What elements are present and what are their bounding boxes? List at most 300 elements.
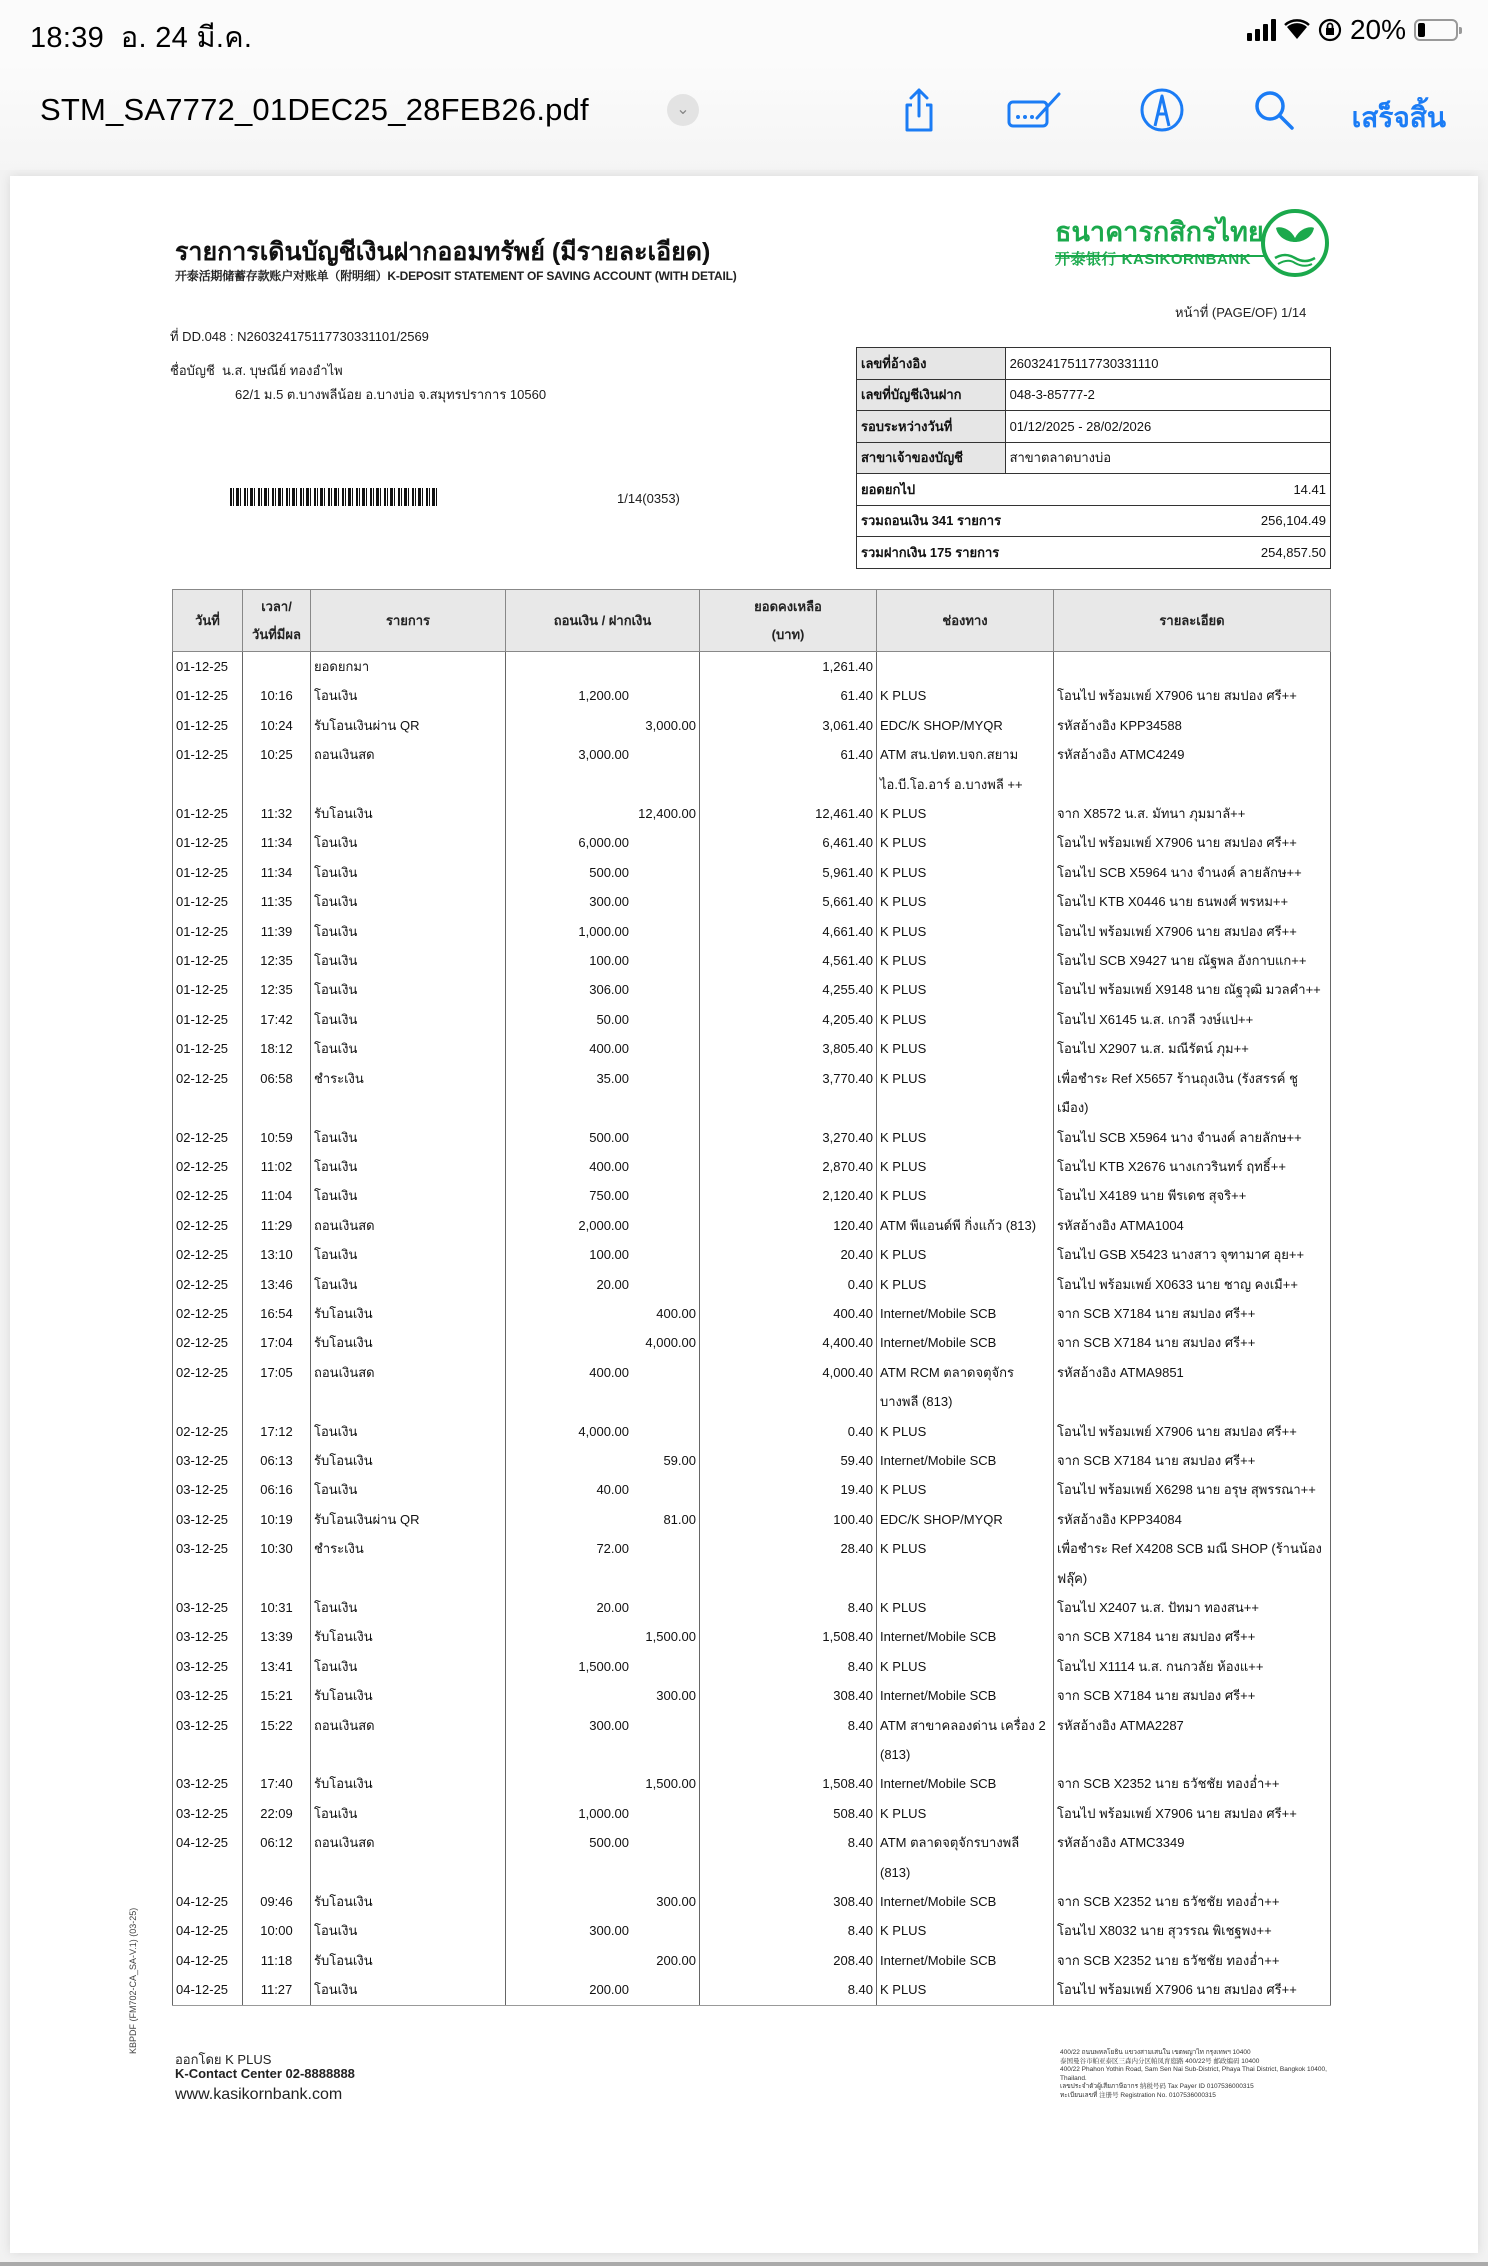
table-row [173, 1475, 1331, 1504]
rotation-lock-icon [1318, 18, 1342, 42]
col-date: วันที่ [173, 590, 243, 652]
row-amount [506, 681, 700, 710]
row-channel: ATM RCM ตลาดจตุจักร บางพลี (813) [877, 1358, 1054, 1417]
row-balance: 100.40 [700, 1505, 877, 1534]
row-time: 11:18 [243, 1946, 311, 1975]
row-description: รับโอนเงิน [311, 1446, 506, 1475]
withdraw-amount: 50.00 [596, 1011, 629, 1027]
row-channel: Internet/Mobile SCB [877, 1299, 1054, 1328]
row-channel: K PLUS [877, 975, 1054, 1004]
row-detail: โอนไป X6145 น.ส. เกวลี วงษ์แป++ [1054, 1005, 1331, 1034]
withdraw-amount: 72.00 [596, 1541, 629, 1557]
row-date: 02-12-25 [173, 1270, 243, 1299]
row-detail: โอนไป พร้อมเพย์ X7906 นาย สมปอง ศรี++ [1054, 917, 1331, 946]
row-description: โอนเงิน [311, 1799, 506, 1828]
col-balance [700, 590, 877, 652]
row-description: โอนเงิน [311, 1005, 506, 1034]
table-row [173, 1799, 1331, 1828]
row-detail: โอนไป KTB X0446 นาย ธนพงศ์ พรหม++ [1054, 887, 1331, 916]
row-description: โอนเงิน [311, 1270, 506, 1299]
row-detail: โอนไป GSB X5423 นางสาว จุฑามาศ อุย++ [1054, 1240, 1331, 1269]
row-date: 02-12-25 [173, 1299, 243, 1328]
row-channel: K PLUS [877, 1034, 1054, 1063]
row-detail: โอนไป พร้อมเพย์ X9148 นาย ณัฐวุฒิ มวลคำ++ [1054, 975, 1331, 1004]
table-row [173, 1711, 1331, 1770]
row-time: 15:21 [243, 1681, 311, 1710]
date: อ. 24 มี.ค. [120, 22, 253, 54]
chevron-down-icon[interactable]: ⌄ [667, 94, 699, 126]
row-channel: K PLUS [877, 799, 1054, 828]
row-description: โอนเงิน [311, 1652, 506, 1681]
withdraw-amount: 2,000.00 [578, 1217, 629, 1233]
row-channel: K PLUS [877, 1652, 1054, 1681]
clock: 18:39 [30, 22, 105, 54]
row-detail: โอนไป พร้อมเพย์ X7906 นาย สมปอง ศรี++ [1054, 681, 1331, 710]
withdraw-amount: 1,000.00 [578, 1805, 629, 1821]
row-time: 13:41 [243, 1652, 311, 1681]
barcode [230, 488, 440, 506]
table-row [173, 1358, 1331, 1417]
row-amount [506, 799, 700, 828]
row-amount [506, 887, 700, 916]
row-description: โอนเงิน [311, 917, 506, 946]
row-date: 04-12-25 [173, 1975, 243, 2005]
row-detail: จาก SCB X7184 นาย สมปอง ศรี++ [1054, 1622, 1331, 1651]
row-time: 11:27 [243, 1975, 311, 2005]
row-date: 01-12-25 [173, 652, 243, 682]
row-balance: 4,000.40 [700, 1358, 877, 1417]
row-balance: 3,770.40 [700, 1064, 877, 1123]
col-detail: รายละเอียด [1054, 590, 1331, 652]
row-time: 10:24 [243, 711, 311, 740]
row-date: 01-12-25 [173, 799, 243, 828]
document-reference: ที่ DD.048 : N260324175117730331101/2569 [170, 329, 429, 344]
deposit-amount: 200.00 [656, 1952, 696, 1968]
row-time: 11:02 [243, 1152, 311, 1181]
deposit-total-value: 254,857.50 [1005, 537, 1330, 569]
table-row [173, 681, 1331, 710]
row-time: 17:04 [243, 1328, 311, 1357]
address-line: เลขประจำตัวผู้เสียภาษีอากร 纳税号码 Tax Payer ID 0107536000315 [1060, 2083, 1254, 2090]
row-amount [506, 1240, 700, 1269]
account-address: 62/1 ม.5 ต.บางพลีน้อย อ.บางบ่อ จ.สมุทรปราการ 10560 [235, 387, 547, 402]
row-detail: จาก X8572 น.ส. มัทนา ภุมมาลั++ [1054, 799, 1331, 828]
row-balance: 8.40 [700, 1916, 877, 1945]
row-balance: 3,805.40 [700, 1034, 877, 1063]
row-date: 01-12-25 [173, 975, 243, 1004]
row-description: รับโอนเงิน [311, 1769, 506, 1798]
row-detail: จาก SCB X7184 นาย สมปอง ศรี++ [1054, 1299, 1331, 1328]
row-description: โอนเงิน [311, 1475, 506, 1504]
withdraw-amount: 100.00 [589, 1247, 629, 1263]
row-description: รับโอนเงิน [311, 1681, 506, 1710]
row-date: 02-12-25 [173, 1064, 243, 1123]
row-balance: 1,508.40 [700, 1769, 877, 1798]
row-detail: จาก SCB X7184 นาย สมปอง ศรี++ [1054, 1681, 1331, 1710]
table-row [173, 740, 1331, 799]
row-amount [506, 1005, 700, 1034]
table-row [173, 711, 1331, 740]
row-balance: 19.40 [700, 1475, 877, 1504]
table-row [173, 1181, 1331, 1210]
signature-markup-icon[interactable] [1005, 86, 1065, 134]
row-time: 16:54 [243, 1299, 311, 1328]
withdraw-amount: 500.00 [589, 1835, 629, 1851]
row-description: รับโอนเงินผ่าน QR [311, 711, 506, 740]
row-detail: โอนไป KTB X2676 นางเกวรินทร์ ฤทธิ์++ [1054, 1152, 1331, 1181]
row-detail: โอนไป พร้อมเพย์ X7906 นาย สมปอง ศรี++ [1054, 1417, 1331, 1446]
table-row [173, 1622, 1331, 1651]
row-channel: K PLUS [877, 946, 1054, 975]
row-channel: Internet/Mobile SCB [877, 1769, 1054, 1798]
row-date: 01-12-25 [173, 887, 243, 916]
deposit-amount: 4,000.00 [645, 1335, 696, 1351]
row-balance: 4,255.40 [700, 975, 877, 1004]
row-date: 03-12-25 [173, 1505, 243, 1534]
row-detail: รหัสอ้างอิง KPP34588 [1054, 711, 1331, 740]
withdraw-total-value: 256,104.49 [1005, 505, 1330, 537]
withdraw-amount: 500.00 [589, 1129, 629, 1145]
row-channel: K PLUS [877, 1064, 1054, 1123]
row-channel: K PLUS [877, 1417, 1054, 1446]
deposit-amount: 400.00 [656, 1305, 696, 1321]
row-channel [877, 652, 1054, 682]
row-balance: 8.40 [700, 1711, 877, 1770]
row-amount [506, 1799, 700, 1828]
summary-row [857, 442, 1331, 474]
row-balance: 2,120.40 [700, 1181, 877, 1210]
row-date: 03-12-25 [173, 1446, 243, 1475]
withdraw-amount: 100.00 [589, 953, 629, 969]
row-channel: K PLUS [877, 1475, 1054, 1504]
status-bar [0, 0, 1488, 62]
row-balance: 5,961.40 [700, 858, 877, 887]
row-time: 10:30 [243, 1534, 311, 1593]
row-description: ชำระเงิน [311, 1534, 506, 1593]
row-date: 02-12-25 [173, 1211, 243, 1240]
row-channel: ATM สน.ปตท.บจก.สยาม ไอ.บี.โอ.อาร์ อ.บางพลี ++ [877, 740, 1054, 799]
row-description: ถอนเงินสด [311, 1828, 506, 1887]
ref-label: เลขที่อ้างอิง [857, 348, 1006, 380]
table-row [173, 1652, 1331, 1681]
row-description: ยอดยกมา [311, 652, 506, 682]
summary-row [857, 474, 1331, 506]
row-time: 17:05 [243, 1358, 311, 1417]
row-time: 15:22 [243, 1711, 311, 1770]
row-amount [506, 1681, 700, 1710]
row-channel: ATM ตลาดจตุจักรบางพลี (813) [877, 1828, 1054, 1887]
row-amount [506, 1152, 700, 1181]
row-channel: K PLUS [877, 1975, 1054, 2005]
row-description: โอนเงิน [311, 975, 506, 1004]
address-line: 泰国曼谷市帕亚泰区三森内分区帕凤育庭路 400/22号 邮政编码 10400 [1060, 2057, 1260, 2065]
col-amount: ถอนเงิน / ฝากเงิน [506, 590, 700, 652]
table-row [173, 946, 1331, 975]
row-time: 11:39 [243, 917, 311, 946]
deposit-amount: 12,400.00 [638, 806, 696, 822]
withdraw-total-label: รวมถอนเงิน 341 รายการ [857, 505, 1006, 537]
withdraw-amount: 400.00 [589, 1158, 629, 1174]
row-description: โอนเงิน [311, 1123, 506, 1152]
row-amount [506, 1181, 700, 1210]
row-date: 04-12-25 [173, 1887, 243, 1916]
row-date: 02-12-25 [173, 1152, 243, 1181]
row-description: ชำระเงิน [311, 1064, 506, 1123]
row-detail: โอนไป X2907 น.ส. มณีรัตน์ ภุม++ [1054, 1034, 1331, 1063]
table-row [173, 887, 1331, 916]
wifi-icon [1284, 19, 1310, 41]
row-amount [506, 858, 700, 887]
row-date: 03-12-25 [173, 1593, 243, 1622]
row-description: โอนเงิน [311, 1152, 506, 1181]
bank-name-thai: ธนาคารกสิกรไทย [1055, 210, 1264, 257]
row-date: 04-12-25 [173, 1828, 243, 1887]
row-amount [506, 975, 700, 1004]
table-row [173, 917, 1331, 946]
withdraw-amount: 4,000.00 [578, 1423, 629, 1439]
row-date: 03-12-25 [173, 1534, 243, 1593]
col-balance-line1: ยอดคงเหลือ [754, 598, 822, 614]
row-description: รับโอนเงิน [311, 799, 506, 828]
row-balance: 208.40 [700, 1946, 877, 1975]
withdraw-amount: 1,200.00 [578, 688, 629, 704]
table-row [173, 1975, 1331, 2005]
row-channel: Internet/Mobile SCB [877, 1681, 1054, 1710]
branch-label: สาขาเจ้าของบัญชี [857, 442, 1006, 474]
table-row [173, 1123, 1331, 1152]
row-detail: โอนไป X1114 น.ส. กนกวลัย ห้องแ++ [1054, 1652, 1331, 1681]
row-channel: K PLUS [877, 1270, 1054, 1299]
row-date: 01-12-25 [173, 1005, 243, 1034]
row-channel: ATM สาขาคลองด่าน เครื่อง 2 (813) [877, 1711, 1054, 1770]
pdf-viewer-toolbar [0, 62, 1488, 170]
row-detail: รหัสอ้างอิง ATMC4249 [1054, 740, 1331, 799]
row-time: 06:16 [243, 1475, 311, 1504]
row-detail: โอนไป SCB X5964 นาง จำนงค์ ลายลักษ++ [1054, 1123, 1331, 1152]
row-channel: K PLUS [877, 1799, 1054, 1828]
search-icon[interactable] [1250, 86, 1298, 134]
row-detail: จาก SCB X2352 นาย ธวัชชัย ทองอ่ำ++ [1054, 1946, 1331, 1975]
row-amount [506, 1417, 700, 1446]
row-amount [506, 740, 700, 799]
row-amount [506, 828, 700, 857]
row-amount [506, 1299, 700, 1328]
withdraw-amount: 20.00 [596, 1600, 629, 1615]
row-date: 04-12-25 [173, 1916, 243, 1945]
row-channel: K PLUS [877, 1240, 1054, 1269]
row-amount [506, 1034, 700, 1063]
row-description: โอนเงิน [311, 1916, 506, 1945]
row-amount [506, 1211, 700, 1240]
table-row [173, 1417, 1331, 1446]
ref-value: 260324175117730331110 [1005, 348, 1330, 380]
row-balance: 59.40 [700, 1446, 877, 1475]
deposit-amount: 1,500.00 [645, 1629, 696, 1645]
row-detail: โอนไป พร้อมเพย์ X7906 นาย สมปอง ศรี++ [1054, 1799, 1331, 1828]
row-date: 01-12-25 [173, 1034, 243, 1063]
row-channel: Internet/Mobile SCB [877, 1446, 1054, 1475]
summary-row [857, 411, 1331, 443]
barcode-number: 1/14(0353) [617, 491, 680, 506]
withdraw-amount: 6,000.00 [578, 835, 629, 851]
row-balance: 400.40 [700, 1299, 877, 1328]
row-amount [506, 1975, 700, 2005]
row-description: รับโอนเงินผ่าน QR [311, 1505, 506, 1534]
pdf-page [10, 176, 1478, 2253]
account-name-label: ชื่อบัญชี [170, 363, 215, 378]
row-time: 11:32 [243, 799, 311, 828]
summary-row [857, 348, 1331, 380]
row-amount [506, 1475, 700, 1504]
row-time [243, 652, 311, 682]
done-button[interactable]: เสร็จสิ้น [1351, 102, 1446, 133]
row-time: 11:35 [243, 887, 311, 916]
row-channel: EDC/K SHOP/MYQR [877, 1505, 1054, 1534]
row-description: รับโอนเงิน [311, 1328, 506, 1357]
withdraw-amount: 300.00 [589, 1717, 629, 1733]
address-line: 400/22 ถนนพหลโยธิน แขวงสามเสนใน เขตพญาไท กรุงเทพฯ 10400 [1060, 2049, 1251, 2056]
row-channel: K PLUS [877, 1593, 1054, 1622]
pen-markup-icon[interactable] [1138, 86, 1186, 134]
row-detail: รหัสอ้างอิง ATMC3349 [1054, 1828, 1331, 1887]
share-icon[interactable] [895, 86, 943, 134]
table-row [173, 1916, 1331, 1945]
withdraw-amount: 750.00 [589, 1188, 629, 1204]
row-detail: โอนไป พร้อมเพย์ X7906 นาย สมปอง ศรี++ [1054, 1975, 1331, 2005]
row-channel: K PLUS [877, 887, 1054, 916]
row-channel: K PLUS [877, 1916, 1054, 1945]
table-row [173, 1064, 1331, 1123]
transaction-rows [173, 652, 1331, 2006]
row-description: โอนเงิน [311, 1181, 506, 1210]
withdraw-amount: 1,000.00 [578, 923, 629, 939]
status-time [30, 14, 252, 60]
row-time: 10:59 [243, 1123, 311, 1152]
carry-value: 14.41 [1005, 474, 1330, 506]
row-amount [506, 1358, 700, 1417]
row-balance: 4,400.40 [700, 1328, 877, 1357]
row-time: 10:31 [243, 1593, 311, 1622]
row-date: 01-12-25 [173, 917, 243, 946]
withdraw-amount: 500.00 [589, 864, 629, 880]
row-detail: เพื่อชำระ Ref X4208 SCB มณี SHOP (ร้านน้องฟลุ๊ค) [1054, 1534, 1331, 1593]
row-amount [506, 1505, 700, 1534]
row-balance: 308.40 [700, 1681, 877, 1710]
account-holder [170, 360, 343, 381]
row-detail: รหัสอ้างอิง ATMA9851 [1054, 1358, 1331, 1417]
row-description: ถอนเงินสด [311, 1211, 506, 1240]
row-date: 02-12-25 [173, 1328, 243, 1357]
row-amount [506, 1711, 700, 1770]
bottom-edge [0, 2262, 1488, 2266]
deposit-amount: 59.00 [663, 1452, 696, 1468]
statement-title: รายการเดินบัญชีเงินฝากออมทรัพย์ (มีรายละเอียด) [175, 238, 711, 266]
row-detail: โอนไป X4189 นาย พีรเดช สุจริ++ [1054, 1181, 1331, 1210]
address-line: ทะเบียนเลขที่ 注册号 Registration No. 0107536000315 [1060, 2091, 1216, 2099]
row-channel: ATM พีแอนด์พี กิ่งแก้ว (813) [877, 1211, 1054, 1240]
row-date: 02-12-25 [173, 1123, 243, 1152]
row-date: 01-12-25 [173, 711, 243, 740]
contact-center: K-Contact Center 02-8888888 [175, 2066, 355, 2081]
table-row [173, 1005, 1331, 1034]
table-row [173, 828, 1331, 857]
row-detail [1054, 652, 1331, 682]
row-detail: โอนไป SCB X5964 นาง จำนงค์ ลายลักษ++ [1054, 858, 1331, 887]
row-date: 03-12-25 [173, 1622, 243, 1651]
row-amount [506, 1887, 700, 1916]
row-balance: 0.40 [700, 1417, 877, 1446]
row-description: ถอนเงินสด [311, 1711, 506, 1770]
form-code: KBPDF (FM702-CA_SA-V.1) (03-25) [128, 1907, 138, 2054]
table-row [173, 652, 1331, 682]
row-date: 02-12-25 [173, 1240, 243, 1269]
col-description: รายการ [311, 590, 506, 652]
row-detail: รหัสอ้างอิง ATMA1004 [1054, 1211, 1331, 1240]
withdraw-amount: 35.00 [596, 1070, 629, 1086]
table-header-row [173, 590, 1331, 652]
deposit-amount: 300.00 [656, 1894, 696, 1910]
table-row [173, 1681, 1331, 1710]
row-channel: K PLUS [877, 1123, 1054, 1152]
table-row [173, 1887, 1331, 1916]
row-amount [506, 1946, 700, 1975]
row-amount [506, 711, 700, 740]
row-time: 12:35 [243, 946, 311, 975]
row-balance: 1,261.40 [700, 652, 877, 682]
row-balance: 2,870.40 [700, 1152, 877, 1181]
row-description: รับโอนเงิน [311, 1887, 506, 1916]
row-balance: 3,270.40 [700, 1123, 877, 1152]
col-balance-line2: (บาท) [771, 626, 805, 642]
row-detail: เพื่อชำระ Ref X5657 ร้านถุงเงิน (รังสรรค์ ชูเมือง) [1054, 1064, 1331, 1123]
row-amount [506, 1828, 700, 1887]
row-time: 06:13 [243, 1446, 311, 1475]
statement-subtitle: 开泰活期储蓄存款账户对账单（附明细）K-DEPOSIT STATEMENT OF SAVING ACCOUNT (WITH DETAIL) [175, 269, 737, 283]
table-row [173, 1328, 1331, 1357]
account-label: เลขที่บัญชีเงินฝาก [857, 379, 1006, 411]
row-amount [506, 1270, 700, 1299]
row-time: 13:10 [243, 1240, 311, 1269]
row-date: 03-12-25 [173, 1475, 243, 1504]
row-channel: Internet/Mobile SCB [877, 1887, 1054, 1916]
status-indicators [1247, 14, 1458, 46]
col-time-line2: วันที่มีผล [252, 626, 301, 642]
row-date: 03-12-25 [173, 1711, 243, 1770]
col-channel: ช่องทาง [877, 590, 1054, 652]
row-balance: 508.40 [700, 1799, 877, 1828]
row-time: 11:34 [243, 828, 311, 857]
withdraw-amount: 3,000.00 [578, 747, 629, 763]
document-title[interactable]: STM_SA7772_01DEC25_28FEB26.pdf [40, 92, 589, 127]
table-row [173, 1828, 1331, 1887]
row-time: 06:58 [243, 1064, 311, 1123]
table-row [173, 1505, 1331, 1534]
table-row [173, 1270, 1331, 1299]
row-time: 10:19 [243, 1505, 311, 1534]
row-time: 09:46 [243, 1887, 311, 1916]
row-balance: 8.40 [700, 1828, 877, 1887]
col-time-line1: เวลา/ [261, 598, 292, 614]
row-detail: จาก SCB X7184 นาย สมปอง ศรี++ [1054, 1328, 1331, 1357]
table-row [173, 1152, 1331, 1181]
bank-name-english: 开泰银行 KASIKORNBANK [1055, 251, 1252, 268]
row-channel: K PLUS [877, 917, 1054, 946]
row-description: โอนเงิน [311, 1417, 506, 1446]
row-date: 03-12-25 [173, 1769, 243, 1798]
battery-percent: 20% [1349, 14, 1406, 45]
table-row [173, 1211, 1331, 1240]
battery-icon [1414, 19, 1458, 41]
